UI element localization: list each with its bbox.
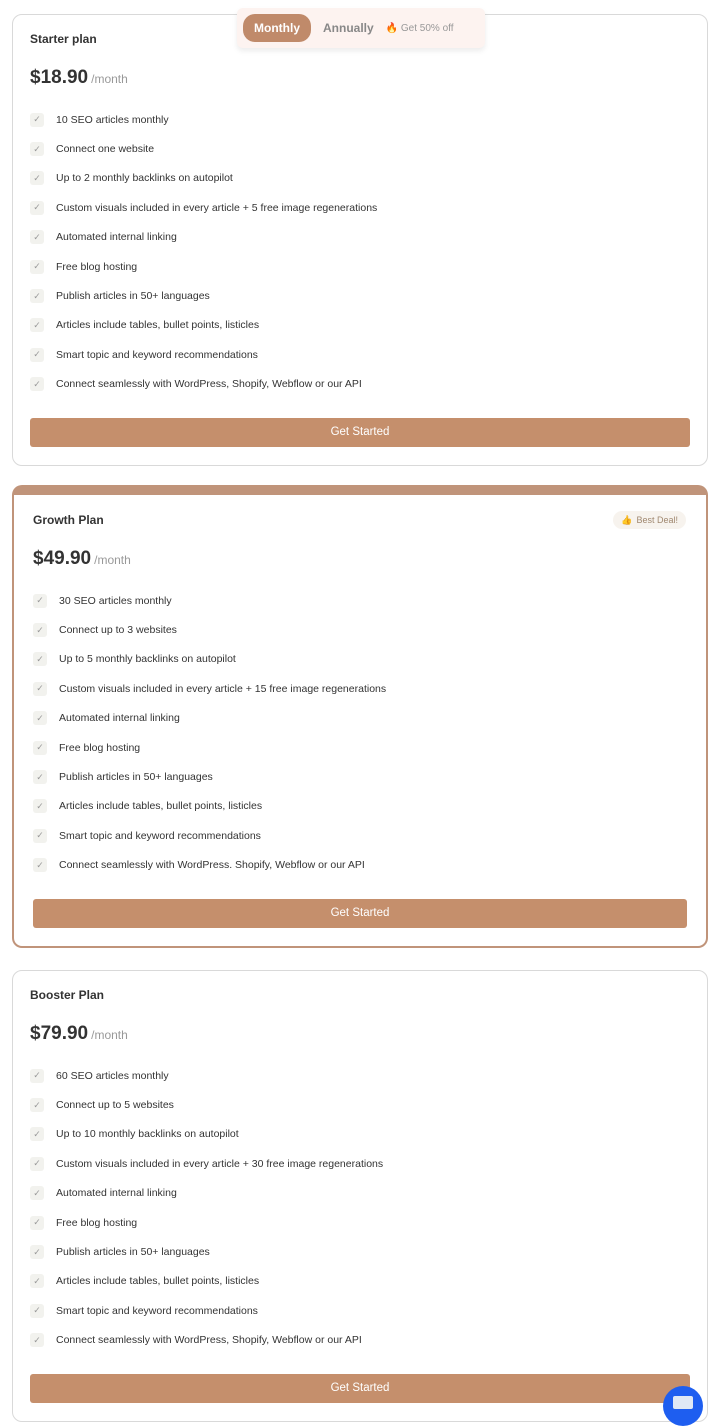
feature-item: ✓ Publish articles in 50+ languages: [30, 281, 690, 310]
feature-item: ✓ Smart topic and keyword recommendations: [30, 340, 690, 369]
fire-icon: 🔥: [385, 22, 399, 34]
feature-item: ✓ Custom visuals included in every article + 5 free image regenerations: [30, 193, 690, 222]
check-icon: ✓: [33, 770, 47, 784]
feature-item: ✓ Free blog hosting: [30, 1208, 690, 1237]
check-icon: ✓: [30, 1245, 44, 1259]
feature-item: ✓ Connect seamlessly with WordPress, Shopify, Webflow or our API: [30, 370, 690, 399]
feature-item: ✓ Automated internal linking: [30, 1179, 690, 1208]
check-icon: ✓: [30, 171, 44, 185]
get-started-button[interactable]: Get Started: [33, 899, 687, 928]
feature-item: ✓ Up to 2 monthly backlinks on autopilot: [30, 164, 690, 193]
feature-item: ✓ Free blog hosting: [33, 733, 687, 762]
feature-item: ✓ Articles include tables, bullet points, listicles: [30, 311, 690, 340]
check-icon: ✓: [30, 1304, 44, 1318]
check-icon: ✓: [33, 711, 47, 725]
check-icon: ✓: [30, 348, 44, 362]
check-icon: ✓: [33, 623, 47, 637]
feature-item: ✓ Connect one website: [30, 134, 690, 163]
feature-item: ✓ 60 SEO articles monthly: [30, 1061, 690, 1090]
feature-item: ✓ Connect up to 3 websites: [33, 615, 687, 644]
check-icon: ✓: [30, 1186, 44, 1200]
feature-item: ✓ Up to 5 monthly backlinks on autopilot: [33, 645, 687, 674]
plan-card-growth: [12, 485, 708, 948]
check-icon: ✓: [30, 1098, 44, 1112]
discount-label: 🔥 Get 50% off: [385, 22, 454, 34]
check-icon: ✓: [33, 799, 47, 813]
check-icon: ✓: [30, 1274, 44, 1288]
feature-item: ✓ Publish articles in 50+ languages: [33, 762, 687, 791]
check-icon: ✓: [30, 318, 44, 332]
check-icon: ✓: [30, 201, 44, 215]
feature-item: ✓ Up to 10 monthly backlinks on autopilot: [30, 1120, 690, 1149]
monthly-toggle-button[interactable]: Monthly: [243, 14, 311, 42]
check-icon: ✓: [30, 377, 44, 391]
feature-item: ✓ Publish articles in 50+ languages: [30, 1237, 690, 1266]
feature-item: ✓ Connect seamlessly with WordPress. Shopify, Webflow or our API: [33, 851, 687, 880]
chat-widget-button[interactable]: [663, 1386, 703, 1426]
plan-price: $49.90 /month: [33, 548, 131, 569]
check-icon: ✓: [30, 113, 44, 127]
feature-list: [30, 1061, 690, 1355]
feature-item: ✓ Automated internal linking: [30, 223, 690, 252]
plan-card-booster: [12, 970, 708, 1422]
check-icon: ✓: [30, 1157, 44, 1171]
check-icon: ✓: [33, 829, 47, 843]
check-icon: ✓: [30, 1216, 44, 1230]
check-icon: ✓: [30, 1333, 44, 1347]
billing-toggle: [237, 8, 485, 48]
feature-list: [30, 105, 690, 399]
plan-name: Growth Plan: [33, 513, 104, 527]
check-icon: ✓: [33, 652, 47, 666]
check-icon: ✓: [33, 858, 47, 872]
plan-price: $18.90 /month: [30, 67, 128, 88]
plan-card-starter: [12, 14, 708, 466]
check-icon: ✓: [33, 741, 47, 755]
feature-item: ✓ Free blog hosting: [30, 252, 690, 281]
check-icon: ✓: [30, 142, 44, 156]
feature-item: ✓ Custom visuals included in every article + 30 free image regenerations: [30, 1149, 690, 1178]
get-started-button[interactable]: Get Started: [30, 1374, 690, 1403]
feature-item: ✓ Connect up to 5 websites: [30, 1090, 690, 1119]
thumbs-up-icon: 👍: [621, 514, 633, 525]
feature-item: ✓ Articles include tables, bullet points, listicles: [33, 792, 687, 821]
plan-name: Booster Plan: [30, 988, 105, 1002]
check-icon: ✓: [30, 1127, 44, 1141]
check-icon: ✓: [30, 230, 44, 244]
feature-item: ✓ Smart topic and keyword recommendations: [33, 821, 687, 850]
chat-icon: [673, 1396, 693, 1409]
plan-price: $79.90 /month: [30, 1023, 128, 1044]
feature-item: ✓ Connect seamlessly with WordPress, Shopify, Webflow or our API: [30, 1326, 690, 1355]
feature-item: ✓ 10 SEO articles monthly: [30, 105, 690, 134]
check-icon: ✓: [33, 682, 47, 696]
feature-item: ✓ Automated internal linking: [33, 704, 687, 733]
plan-name: Starter plan: [30, 32, 97, 46]
feature-item: ✓ Custom visuals included in every article + 15 free image regenerations: [33, 674, 687, 703]
best-deal-badge: 👍 Best Deal!: [613, 511, 686, 529]
get-started-button[interactable]: Get Started: [30, 418, 690, 447]
check-icon: ✓: [30, 1069, 44, 1083]
feature-item: ✓ Smart topic and keyword recommendations: [30, 1296, 690, 1325]
feature-list: [33, 586, 687, 880]
annually-toggle-button[interactable]: Annually: [323, 21, 374, 35]
check-icon: ✓: [30, 289, 44, 303]
feature-item: ✓ 30 SEO articles monthly: [33, 586, 687, 615]
feature-item: ✓ Articles include tables, bullet points, listicles: [30, 1267, 690, 1296]
check-icon: ✓: [33, 594, 47, 608]
check-icon: ✓: [30, 260, 44, 274]
